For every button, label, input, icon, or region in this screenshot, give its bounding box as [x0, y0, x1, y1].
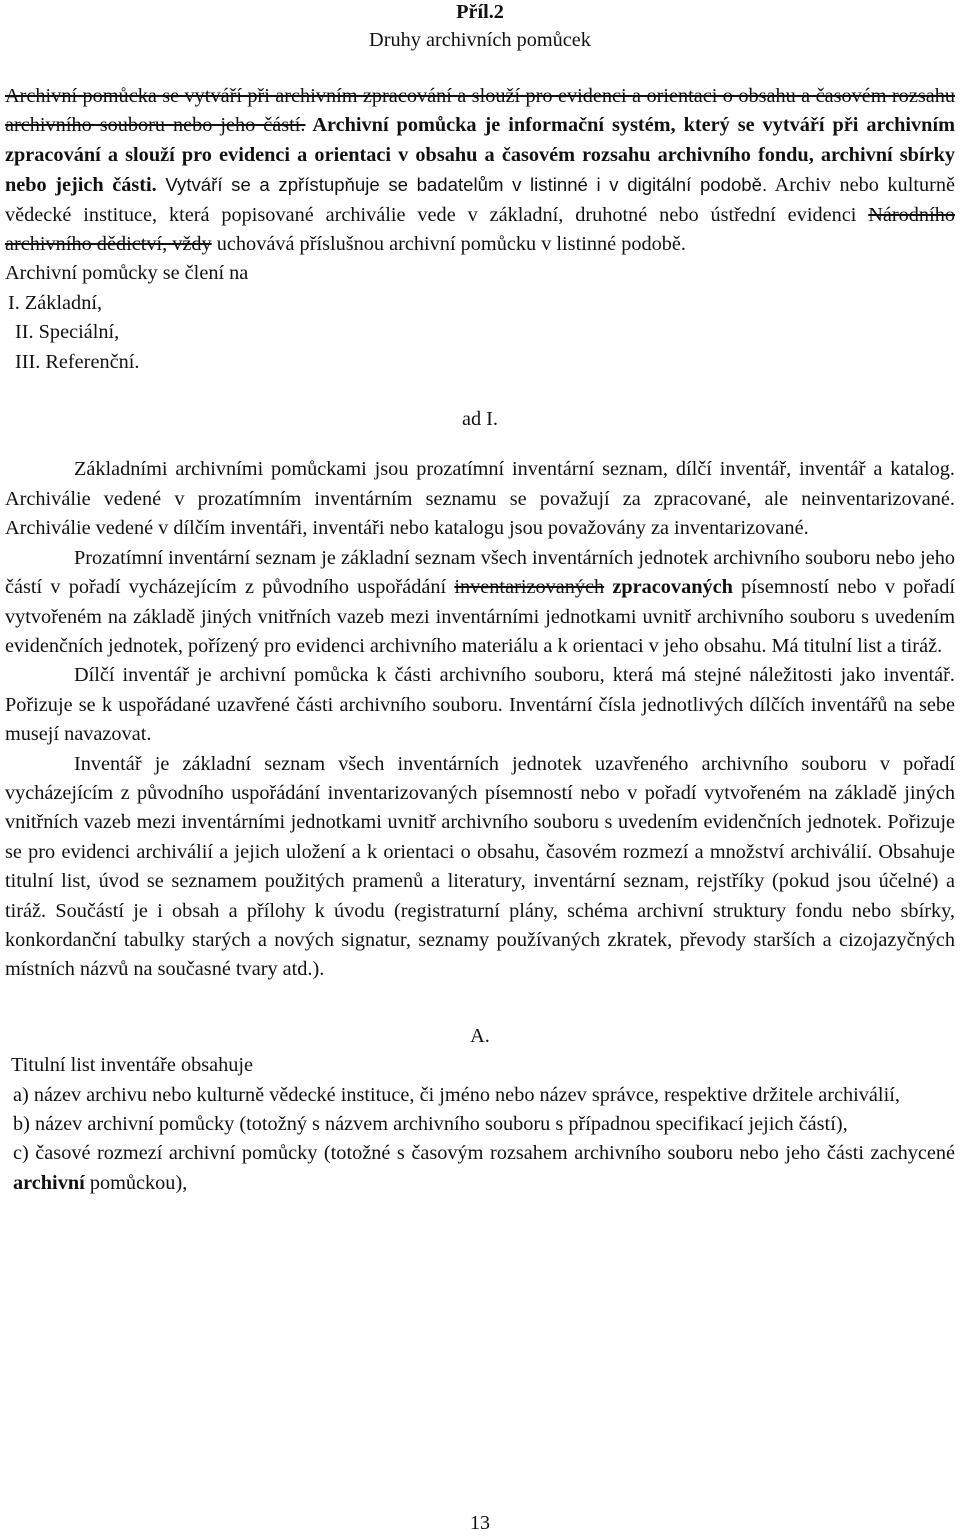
item-c-bold: archivní	[13, 1171, 85, 1194]
attachment-label: Příl.2	[456, 1, 504, 23]
title-page-item-c	[5, 1139, 955, 1198]
title-page-item-b: b) název archivní pomůcky (totožný s názvem archivního souboru s případnou specifikací jejich částí),	[13, 1113, 848, 1135]
paragraph-inventory: Inventář je základní seznam všech inventárních jednotek uzavřeného archivního souboru v pořadí vycházejícím z původního uspořádání inventarizovaných písemností nebo v pořadí vytvořeném na základě jiných vnitřních vazeb mezi inventárními jednotkami uvnitř archivního souboru s uvedením evidenčních jednotek. Pořizuje se pro evidenci archiválií a jejich uložení a k orientaci o obsahu, časovém rozmezí a množství archiválií. Obsahuje titulní list, úvod se seznamem použitých pramenů a literatury, inventární seznam, rejstříky (pokud jsou účelné) a tiráž. Součástí je i obsah a přílohy k úvodu (registraturní plány, schéma archivní struktury fondu nebo sbírky, konkordanční tabulky starých a nových signatur, seznamy používaných zkratek, převody starších a cizojazyčných místních názvů na současné tvary atd.).	[5, 752, 955, 981]
document-page	[5, 0, 955, 1198]
section-heading-ad: ad I.	[461, 408, 499, 431]
item-c-text-b: pomůckou),	[84, 1171, 188, 1194]
item-c-text-a: c) časové rozmezí archivní pomůcky (totožné s časovým rozsahem archivního souboru nebo jeho části zachycené	[13, 1142, 955, 1165]
title-block	[5, 0, 955, 56]
title-page-intro: Titulní list inventáře obsahuje	[11, 1054, 254, 1077]
spacer	[5, 377, 955, 405]
classification-intro: Archivní pomůcky se člení na	[5, 262, 249, 285]
intro-paragraph	[5, 82, 955, 259]
title-page-item-a: a) název archivu nebo kulturně vědecké instituce, či jméno nebo název správce, respektive držitele archiválií,	[13, 1083, 900, 1106]
paragraph-partial-inventory: Dílčí inventář je archivní pomůcka k části archivního souboru, která má stejné náležitosti jako inventář. Pořizuje se k uspořádané uzavřené části archivního souboru. Inventární čísla jednotlivých dílčích inventářů na sebe musejí navazovat.	[5, 664, 955, 746]
sans-sentence: Vytváří se a zpřístupňuje se badatelům v listinné i v digitální podobě.	[156, 174, 768, 196]
classification-item-1: I. Základní,	[8, 291, 103, 314]
paragraph-provisional-list	[5, 544, 955, 662]
struck-text: Archivní pomůcka se vytváří při archivním zpracování a slouží pro evidenci a orientaci o obsahu a časovém rozsahu archivního souboru nebo jeho částí.	[5, 85, 955, 137]
classification-item-2: II. Speciální,	[15, 321, 120, 344]
classification-item-3: III. Referenční.	[15, 350, 140, 373]
p2-text-a: Prozatímní inventární seznam je základní seznam všech inventárních jednotek archivního souboru nebo jeho částí v pořadí vycházejícím z původního uspořádání	[5, 546, 955, 599]
spacer	[5, 985, 955, 1022]
p2-bold: zpracovaných	[604, 576, 733, 599]
p2-text-b: písemností nebo v pořadí vytvořeném na základě jiných vnitřních vazeb mezi inventárními jednotkami uvnitř archivního souboru s uvedením evidenčních jednotek, pořízený pro evidenci archivního materiálu a k orientaci v jeho obsahu. Má titulní list a tiráž.	[5, 576, 955, 657]
section-heading-a: A.	[470, 1024, 490, 1047]
intro-text-b: uchovává příslušnou archivní pomůcku v listinné podobě.	[211, 233, 686, 256]
p2-struck: inventarizovaných	[454, 576, 605, 599]
page-number: 13	[470, 1512, 490, 1534]
document-title: Druhy archivních pomůcek	[369, 29, 591, 51]
paragraph-basic-aids: Základními archivními pomůckami jsou prozatímní inventární seznam, dílčí inventář, inventář a katalog. Archiválie vedené v prozatímním inventárním seznamu se považují za zpracované, ale neinventarizované. Archiválie vedené v dílčím inventáři, inventáři nebo katalogu jsou považovány za inventarizované.	[5, 458, 955, 540]
intro-text: Archiv nebo kulturně vědecké instituce, která popisované archiválie vede v základní, druhotné nebo ústřední evidenci	[5, 174, 956, 226]
struck-text-b: Národního archivního dědictví, vždy	[5, 203, 955, 256]
bold-definition: Archivní pomůcka je informační systém, který se vytváří při archivním zpracování a slouží pro evidenci a orientaci v obsahu a časovém rozsahu archivního fondu, archivní sbírky nebo jejich části.	[5, 114, 955, 197]
